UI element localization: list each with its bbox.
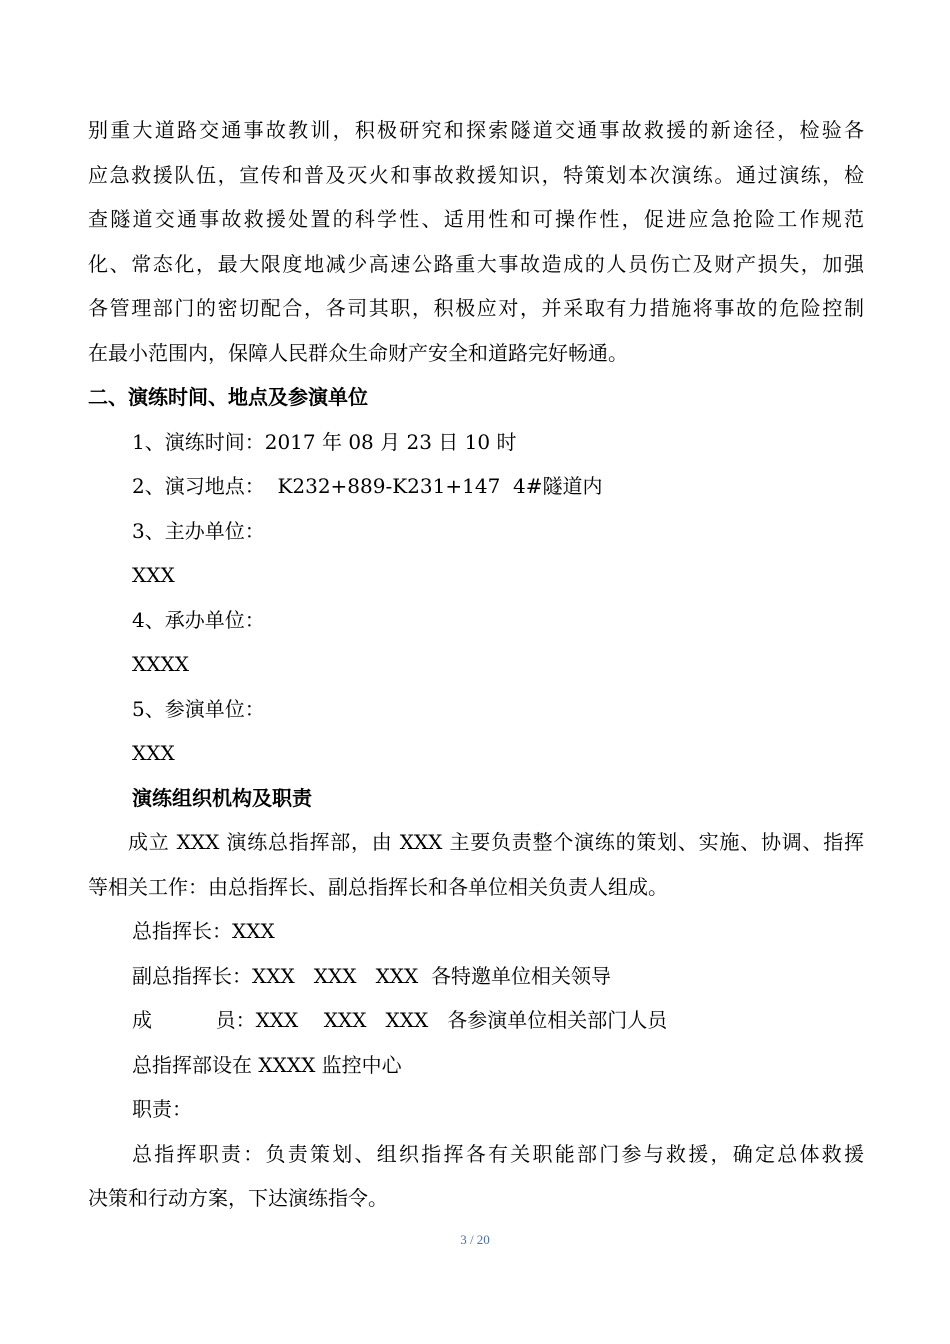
commander-duty-line: 决策和行动方案，下达演练指令。 [88,1186,388,1210]
intro-line: 化、常态化，最大限度地减少高速公路重大事故造成的人员伤亡及财产损失，加强 [88,251,864,276]
members-line: 成 员：XXX XXX XXX 各参演单位相关部门人员 [132,1008,668,1032]
section-heading-time-place: 二、演练时间、地点及参演单位 [88,385,368,409]
deputy-commander-line: 副总指挥长：XXX XXX XXX 各特邀单位相关领导 [132,963,612,988]
org-intro-line: 成立 XXX 演练总指挥部，由 XXX 主要负责整个演练的策划、实施、协调、指挥 [128,830,864,854]
organizer-unit-value: XXXX [132,652,189,676]
hq-location-line: 总指挥部设在 XXXX 监控中心 [132,1052,402,1077]
organizer-unit-label: 4、承办单位： [132,607,265,632]
intro-paragraph [88,108,864,375]
intro-line: 查隧道交通事故救援处置的科学性、适用性和可操作性，促进应急抢险工作规范 [88,207,864,231]
host-unit-value: XXX [132,563,175,587]
document-page [88,108,864,1221]
intro-line: 在最小范围内，保障人民群众生命财产安全和道路完好畅通。 [88,340,628,365]
drill-time: 1、演练时间：2017 年 08 月 23 日 10 时 [132,429,517,454]
host-unit-label: 3、主办单位： [132,518,265,543]
org-intro-line: 等相关工作：由总指挥长、副总指挥长和各单位相关负责人组成。 [88,874,668,899]
intro-line: 别重大道路交通事故教训，积极研究和探索隧道交通事故救援的新途径，检验各 [88,118,864,142]
org-intro-paragraph [88,820,864,909]
participant-unit-value: XXX [132,741,175,765]
intro-line: 应急救援队伍，宣传和普及灭火和事故救援知识，特策划本次演练。通过演练，检 [88,162,864,187]
org-heading: 演练组织机构及职责 [132,785,312,810]
commander-duty-line: 总指挥职责：负责策划、组织指挥各有关职能部门参与救援，确定总体救援 [132,1141,864,1166]
duties-label: 职责： [132,1097,192,1121]
participant-unit-label: 5、参演单位： [132,696,265,721]
commander-duty-paragraph [88,1132,864,1221]
drill-place: 2、演习地点： K232+889-K231+147 4#隧道内 [132,474,603,498]
commander-line: 总指挥长：XXX [132,919,275,943]
intro-line: 各管理部门的密切配合，各司其职，积极应对，并采取有力措施将事故的危险控制 [88,296,864,320]
page-number: 3 / 20 [460,1232,490,1247]
